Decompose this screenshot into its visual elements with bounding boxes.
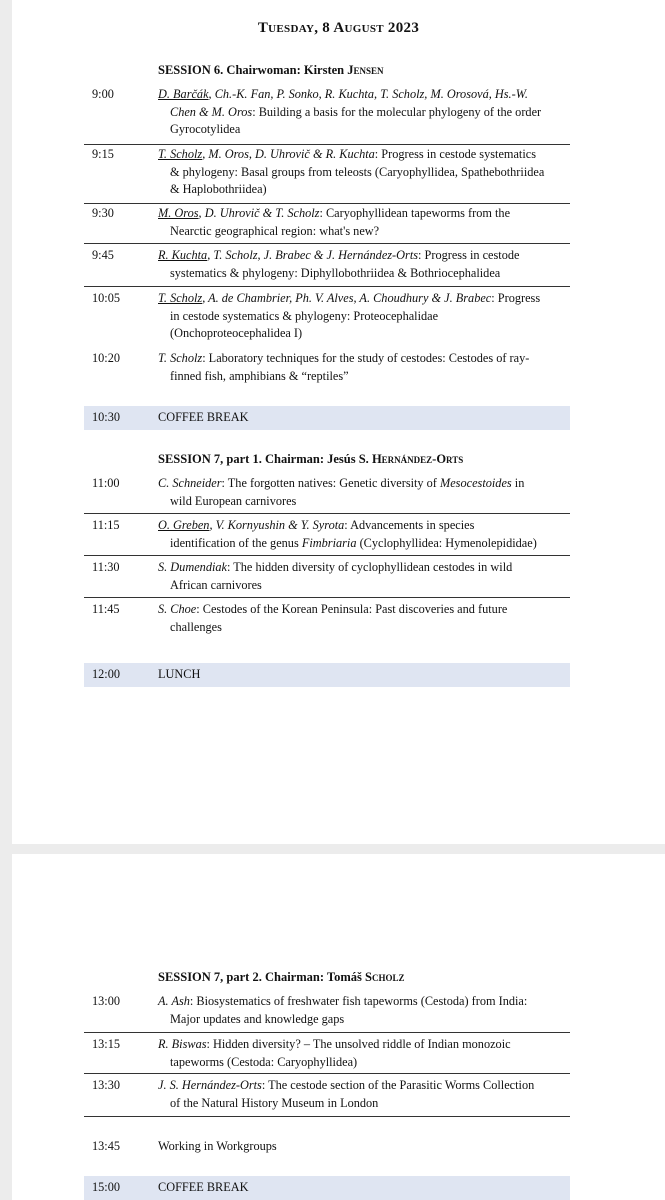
time-label: 13:00 — [92, 994, 121, 1008]
break-label: COFFEE BREAK — [158, 1180, 249, 1194]
lunch-row-1200 — [84, 663, 570, 687]
coffee-break-row-1030 — [84, 406, 570, 430]
talk-description: T. Scholz, M. Oros, D. Uhrovič & R. Kuchta: Progress in cestode systematics & phylogeny: Basal groups from teleosts (Caryophyllidea, Spathebothriidea & Haplobothriidea) — [158, 147, 545, 196]
talk-description: C. Schneider: The forgotten natives: Genetic diversity of Mesocestoides in wild European carnivores — [158, 476, 525, 508]
session-7-part-1-heading: SESSION 7, part 1. Chairman: Jesús S. Hernández-Orts — [158, 452, 464, 466]
talk-description: T. Scholz, A. de Chambrier, Ph. V. Alves, A. Choudhury & J. Brabec: Progress in cestode systematics & phylogeny: Proteocephalidae (Onchoproteocephalidea I) — [158, 291, 541, 340]
time-label: 9:30 — [92, 206, 114, 220]
schedule-row-1020 — [84, 350, 570, 390]
time-label: 13:15 — [92, 1037, 121, 1051]
time-label: 10:05 — [92, 291, 121, 305]
talk-description: S. Dumendiak: The hidden diversity of cyclophyllidean cestodes in wild African carnivores — [158, 560, 513, 592]
activity-label: Working in Workgroups — [158, 1139, 277, 1153]
schedule-row-0900 — [84, 86, 570, 145]
break-label: COFFEE BREAK — [158, 410, 249, 424]
schedule-row-1300 — [84, 993, 570, 1033]
schedule-row-0930 — [84, 205, 570, 244]
schedule-row-1115 — [84, 517, 570, 556]
time-label: 9:00 — [92, 87, 114, 101]
talk-description: A. Ash: Biosystematics of freshwater fish tapeworms (Cestoda) from India: Major updates and knowledge gaps — [158, 994, 528, 1026]
coffee-break-row-1500 — [84, 1176, 570, 1200]
time-label: 10:20 — [92, 351, 121, 365]
talk-description: O. Greben, V. Kornyushin & Y. Syrota: Advancements in species identification of the genus Fimbriaria (Cyclophyllidea: Hymenolepididae) — [158, 518, 537, 550]
schedule-row-1005 — [84, 290, 570, 348]
talk-description: J. S. Hernández-Orts: The cestode section of the Parasitic Worms Collection of the Natural History Museum in London — [158, 1078, 535, 1110]
talk-description: T. Scholz: Laboratory techniques for the study of cestodes: Cestodes of ray- finned fish, amphibians & “reptiles” — [158, 351, 530, 383]
schedule-row-1345 — [84, 1138, 570, 1158]
talk-description: R. Kuchta, T. Scholz, J. Brabec & J. Hernández-Orts: Progress in cestode systematics & phylogeny: Diphyllobothriidea & Bothriocephalidea — [158, 248, 520, 280]
talk-description: S. Choe: Cestodes of the Korean Peninsula: Past discoveries and future challenges — [158, 602, 508, 634]
schedule-row-1145 — [84, 601, 570, 641]
time-label: 9:45 — [92, 248, 114, 262]
time-label: 11:00 — [92, 476, 120, 490]
schedule-row-1100 — [84, 475, 570, 514]
day-title: Tuesday, 8 August 2023 — [257, 20, 420, 36]
talk-description: D. Barčák, Ch.-K. Fan, P. Sonko, R. Kuchta, T. Scholz, M. Orosová, Hs.-W. Chen & M. Oros: Building a basis for the molecular phylogeny of the order Gyrocotylidea — [158, 87, 542, 136]
time-label: 12:00 — [92, 667, 121, 681]
session-6-heading: SESSION 6. Chairwoman: Kirsten Jensen — [158, 63, 384, 77]
time-label: 13:45 — [92, 1139, 121, 1153]
time-label: 11:45 — [92, 602, 120, 616]
schedule-row-1130 — [84, 559, 570, 598]
schedule-row-1330 — [84, 1077, 570, 1117]
session-7-part-2-heading: SESSION 7, part 2. Chairman: Tomáš Scholz — [158, 970, 405, 984]
time-label: 11:30 — [92, 560, 120, 574]
programme-page-1 — [12, 0, 665, 844]
programme-page-2 — [12, 854, 665, 1200]
time-label: 13:30 — [92, 1078, 121, 1092]
time-label: 15:00 — [92, 1180, 121, 1194]
time-label: 11:15 — [92, 518, 120, 532]
schedule-row-1315 — [84, 1036, 570, 1074]
schedule-row-0915 — [84, 146, 570, 204]
time-label: 10:30 — [92, 410, 121, 424]
schedule-row-0945 — [84, 247, 570, 287]
time-label: 9:15 — [92, 147, 114, 161]
talk-description: M. Oros, D. Uhrovič & T. Scholz: Caryophyllidean tapeworms from the Nearctic geographical region: what's new? — [158, 206, 511, 238]
break-label: LUNCH — [158, 667, 201, 681]
talk-description: R. Biswas: Hidden diversity? – The unsolved riddle of Indian monozoic tapeworms (Cestoda: Caryophyllidea) — [158, 1037, 511, 1069]
